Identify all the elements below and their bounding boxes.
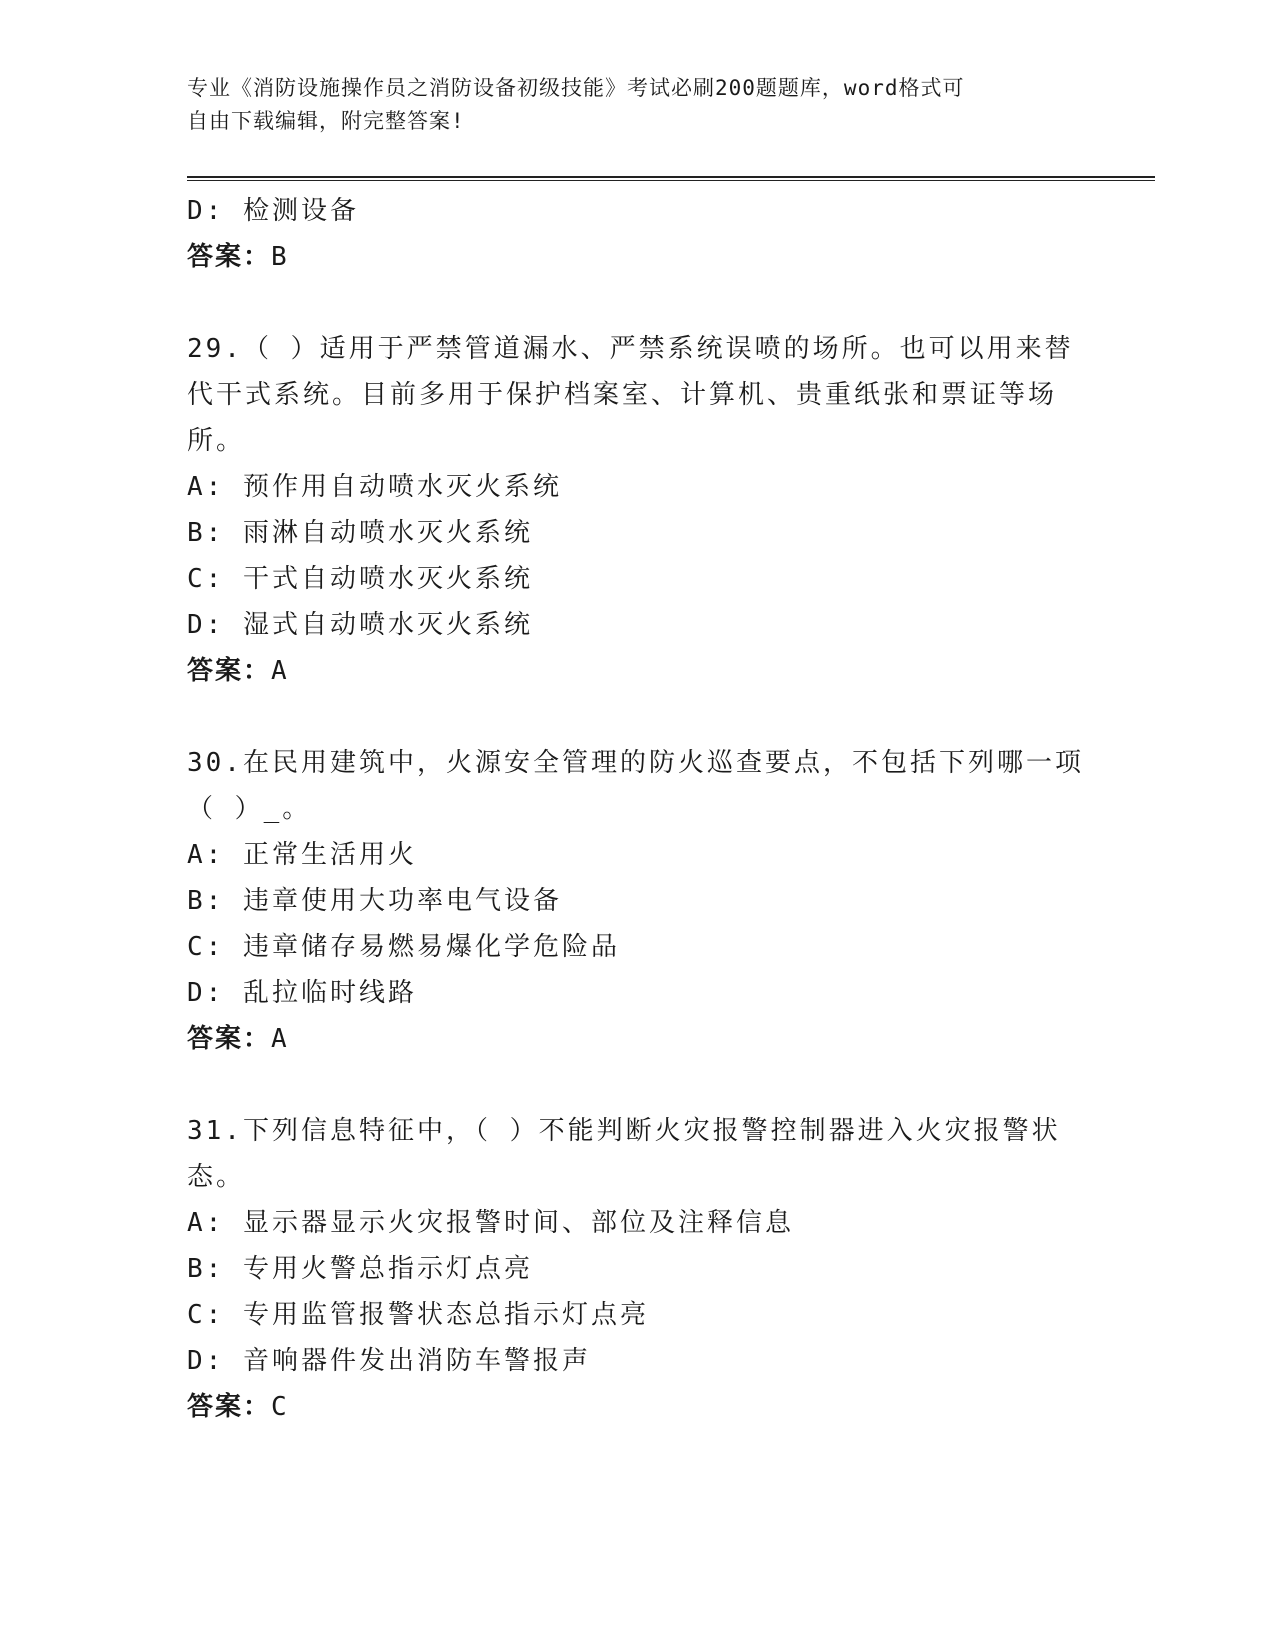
question-29 xyxy=(187,326,1087,694)
question-stem-line: 所。 xyxy=(187,426,246,456)
header-title-line-1: 专业《消防设施操作员之消防设备初级技能》考试必刷200题题库，word格式可 xyxy=(187,76,965,100)
option-c: C: 专用监管报警状态总指示灯点亮 xyxy=(187,1300,649,1330)
document-header xyxy=(187,72,1087,138)
question-content xyxy=(187,188,1087,1430)
answer-line xyxy=(187,234,1087,280)
option-a: A: 正常生活用火 xyxy=(187,840,417,870)
answer-line xyxy=(187,1384,1087,1430)
answer-label: 答案： xyxy=(187,656,272,686)
option-d: D: 检测设备 xyxy=(187,196,359,226)
option-c: C: 违章储存易燃易爆化学危险品 xyxy=(187,932,620,962)
answer-value: C xyxy=(271,1392,290,1422)
option-b: B: 违章使用大功率电气设备 xyxy=(187,886,562,916)
answer-value: A xyxy=(271,656,290,686)
question-stem-line: 31.下列信息特征中，（ ）不能判断火灾报警控制器进入火灾报警状 xyxy=(187,1116,1061,1146)
question-stem-line: 30.在民用建筑中，火源安全管理的防火巡查要点，不包括下列哪一项 xyxy=(187,748,1084,778)
question-stem-line: （ ）_。 xyxy=(187,794,312,824)
answer-value: A xyxy=(271,1024,290,1054)
answer-label: 答案： xyxy=(187,1024,272,1054)
previous-question-tail xyxy=(187,188,1087,280)
answer-label: 答案： xyxy=(187,1392,272,1422)
option-a: A: 显示器显示火灾报警时间、部位及注释信息 xyxy=(187,1208,794,1238)
question-stem-line: 29.（ ）适用于严禁管道漏水、严禁系统误喷的场所。也可以用来替 xyxy=(187,334,1074,364)
question-stem-line: 态。 xyxy=(187,1162,246,1192)
answer-label: 答案： xyxy=(187,242,272,272)
question-31 xyxy=(187,1108,1087,1430)
answer-value: B xyxy=(271,242,290,272)
answer-line xyxy=(187,648,1087,694)
option-d: D: 乱拉临时线路 xyxy=(187,978,417,1008)
header-divider xyxy=(187,176,1155,181)
question-stem-line: 代干式系统。目前多用于保护档案室、计算机、贵重纸张和票证等场 xyxy=(187,380,1058,410)
option-d: D: 湿式自动喷水灭火系统 xyxy=(187,610,533,640)
question-30 xyxy=(187,740,1087,1062)
answer-line xyxy=(187,1016,1087,1062)
option-b: B: 专用火警总指示灯点亮 xyxy=(187,1254,533,1284)
option-c: C: 干式自动喷水灭火系统 xyxy=(187,564,533,594)
option-d: D: 音响器件发出消防车警报声 xyxy=(187,1346,591,1376)
option-b: B: 雨淋自动喷水灭火系统 xyxy=(187,518,533,548)
option-a: A: 预作用自动喷水灭火系统 xyxy=(187,472,562,502)
header-title-line-2: 自由下载编辑，附完整答案! xyxy=(187,109,465,133)
